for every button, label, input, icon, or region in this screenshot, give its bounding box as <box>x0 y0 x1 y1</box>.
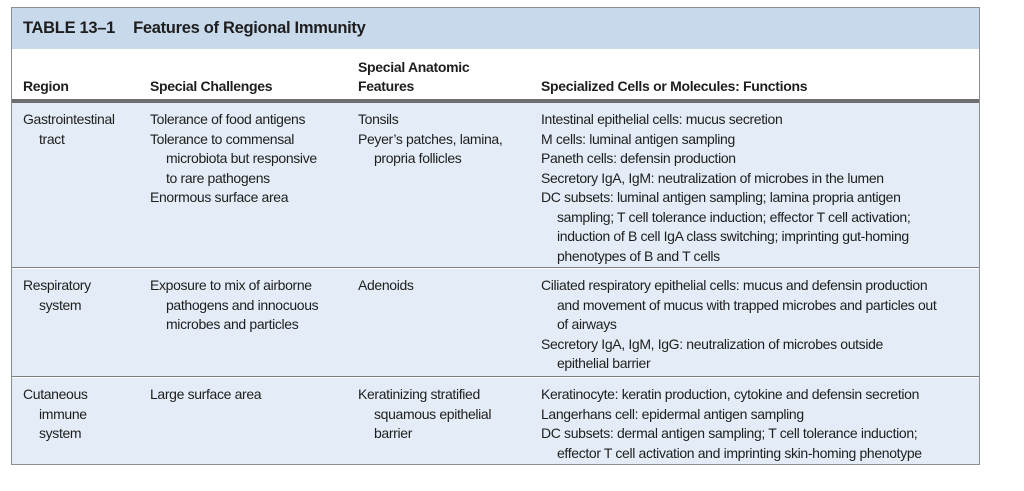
column-header-line: Region <box>23 78 69 94</box>
table-title <box>23 19 365 38</box>
cell-line: system <box>39 296 82 313</box>
column-header-line: Features <box>358 78 414 94</box>
cell-line: sampling; T cell tolerance induction; effector T cell activation; <box>557 208 911 225</box>
regional-immunity-table <box>11 7 980 465</box>
column-header-region <box>23 77 69 96</box>
cell-line: microbiota but responsive <box>166 150 317 166</box>
column-header-challenges <box>150 77 272 96</box>
cell-line: epithelial barrier <box>557 355 651 371</box>
column-header-line: Specialized Cells or Molecules: Functions <box>541 78 808 94</box>
cell-line: Secretory IgA, IgM, IgG: neutralization of microbes outside <box>541 335 883 352</box>
table-cell-region <box>23 385 88 444</box>
cell-line: tract <box>39 130 65 147</box>
cell-line: induction of B cell IgA class switching; imprinting gut-homing <box>557 228 909 244</box>
cell-line: Exposure to mix of airborne <box>150 277 312 293</box>
table-cell-anatomic <box>358 385 491 444</box>
table-row <box>12 378 979 465</box>
cell-line: pathogens and innocuous <box>166 296 319 313</box>
cell-line: Keratinocyte: keratin production, cytokine and defensin secretion <box>541 386 920 402</box>
table-cell-cells <box>541 110 910 266</box>
table-cell-challenges <box>150 110 317 208</box>
table-number: TABLE 13–1 <box>23 19 116 37</box>
cell-line: Enormous surface area <box>150 189 289 205</box>
cell-line: Gastrointestinal <box>23 111 115 127</box>
table-cell-anatomic <box>358 276 414 296</box>
cell-line: Intestinal epithelial cells: mucus secretion <box>541 111 783 127</box>
cell-line: Peyer’s patches, lamina, <box>358 130 503 147</box>
cell-line: Adenoids <box>358 277 414 293</box>
table-cell-cells <box>541 385 922 463</box>
table-cell-challenges <box>150 385 261 405</box>
cell-line: M cells: luminal antigen sampling <box>541 130 735 147</box>
cell-line: DC subsets: luminal antigen sampling; lamina propria antigen <box>541 189 901 205</box>
cell-line: of airways <box>557 316 617 332</box>
table-cell-anatomic <box>358 110 502 169</box>
table-cell-region <box>23 110 115 149</box>
cell-line: propria follicles <box>374 150 462 166</box>
table-cell-challenges <box>150 276 318 335</box>
table-row <box>12 269 979 376</box>
table-header-row <box>12 49 979 99</box>
cell-line: phenotypes of B and T cells <box>557 247 720 264</box>
table-caption: Features of Regional Immunity <box>133 19 366 37</box>
table-cell-cells <box>541 276 936 374</box>
cell-line: DC subsets: dermal antigen sampling; T cell tolerance induction; <box>541 425 918 441</box>
cell-line: microbes and particles <box>166 316 299 332</box>
cell-line: system <box>39 425 82 441</box>
cell-line: Large surface area <box>150 386 262 402</box>
cell-line: Tolerance of food antigens <box>150 111 306 127</box>
cell-line: Keratinizing stratified <box>358 386 480 402</box>
cell-line: barrier <box>374 425 413 441</box>
cell-line: to rare pathogens <box>166 169 270 186</box>
cell-line: Ciliated respiratory epithelial cells: mucus and defensin production <box>541 277 928 293</box>
cell-line: and movement of mucus with trapped microbes and particles out <box>557 296 937 313</box>
column-header-line: Special Challenges <box>150 78 273 94</box>
cell-line: Cutaneous <box>23 386 88 402</box>
table-row <box>12 103 979 267</box>
cell-line: Secretory IgA, IgM: neutralization of microbes in the lumen <box>541 169 884 186</box>
cell-line: immune <box>39 405 87 422</box>
cell-line: Respiratory <box>23 277 91 293</box>
cell-line: Langerhans cell: epidermal antigen sampling <box>541 405 804 422</box>
column-header-anatomic-features <box>358 58 469 96</box>
cell-line: Tolerance to commensal <box>150 130 295 147</box>
cell-line: Tonsils <box>358 111 399 127</box>
cell-line: Paneth cells: defensin production <box>541 150 736 166</box>
table-cell-region <box>23 276 91 315</box>
column-header-cells-functions <box>541 77 807 96</box>
cell-line: squamous epithelial <box>374 405 492 422</box>
row-divider <box>12 267 979 268</box>
table-title-bar <box>12 8 979 49</box>
cell-line: effector T cell activation and imprinting skin-homing phenotype <box>557 444 922 461</box>
row-divider <box>12 376 979 377</box>
column-header-line: Special Anatomic <box>358 59 470 75</box>
